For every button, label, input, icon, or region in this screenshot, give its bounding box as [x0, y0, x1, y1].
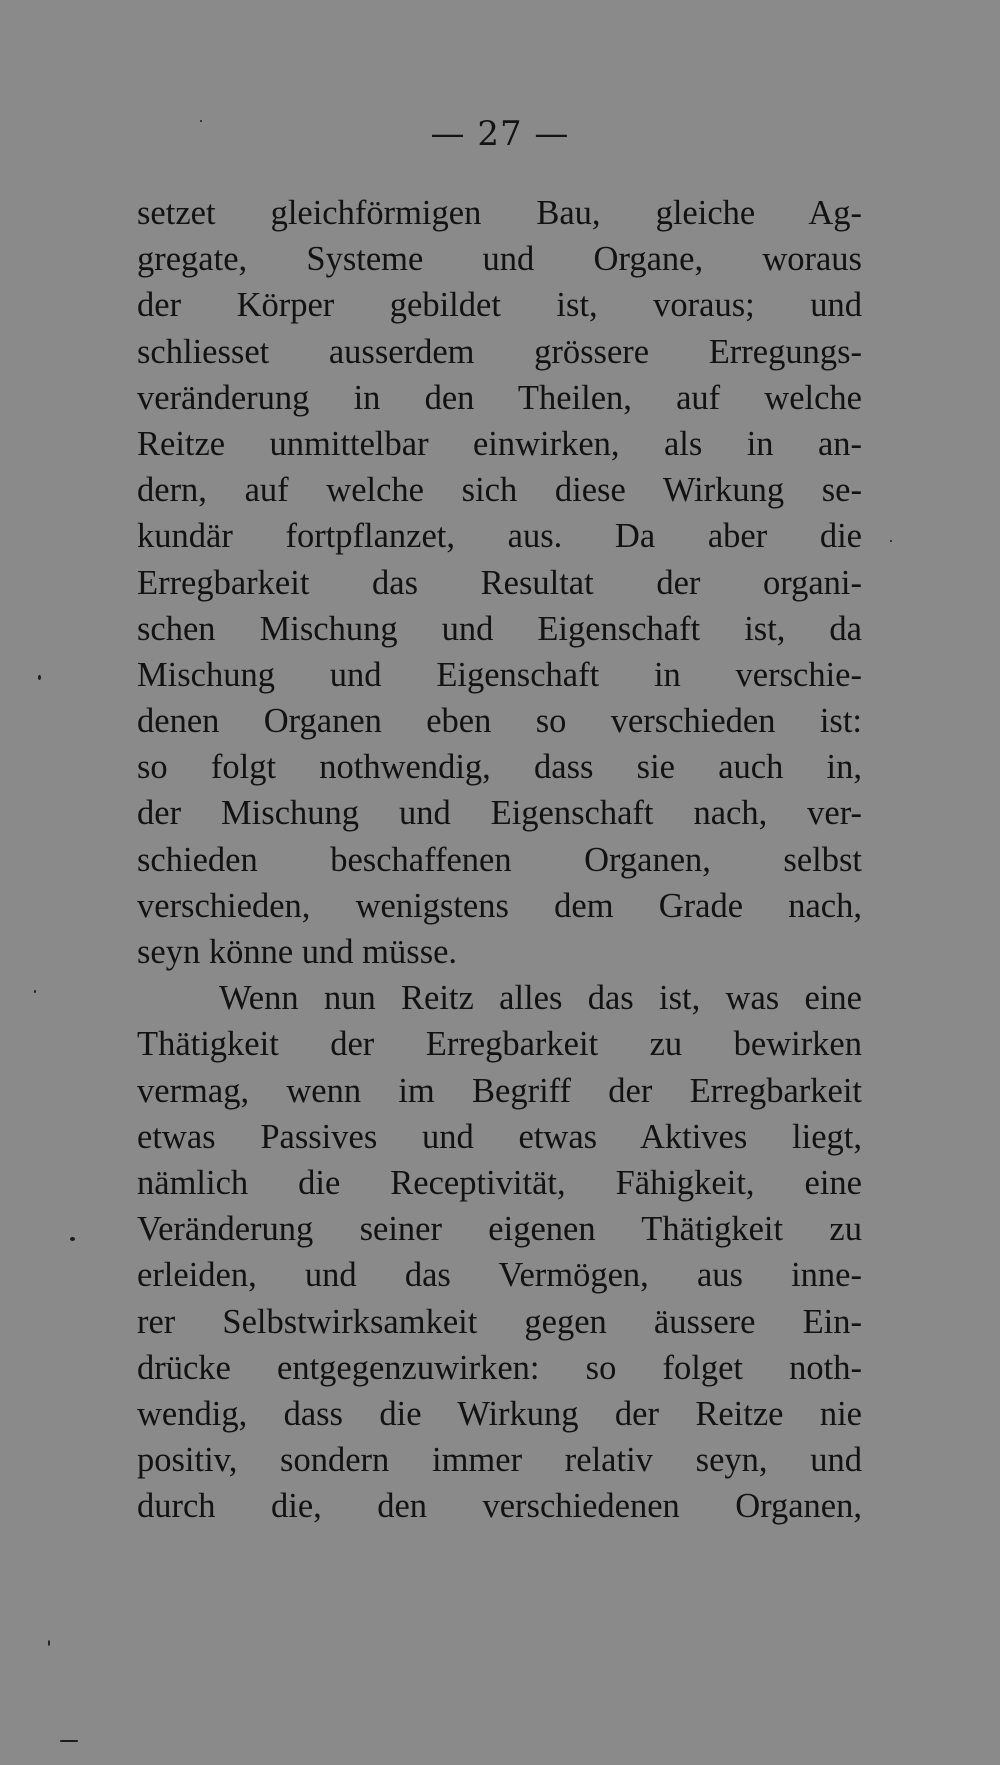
text-line: seyn könne und müsse. — [137, 933, 458, 971]
text-line: Veränderung seiner eigenen Thätigkeit zu — [137, 1210, 862, 1249]
text-line: der Mischung und Eigenschaft nach, ver- — [137, 794, 862, 833]
text-line: Mischung und Eigenschaft in verschie- — [137, 655, 862, 694]
text-line: schen Mischung und Eigenschaft ist, da — [137, 609, 862, 648]
text-line: rer Selbstwirksamkeit gegen äussere Ein- — [137, 1302, 862, 1341]
text-line: schliesset ausserdem grössere Erregungs- — [137, 332, 862, 371]
text-line: drücke entgegenzuwirken: so folget noth- — [137, 1348, 862, 1387]
paragraph — [137, 975, 862, 1529]
scan-speck — [60, 1740, 78, 1742]
text-line: der Körper gebildet ist, voraus; und — [137, 286, 862, 325]
text-line: so folgt nothwendig, dass sie auch in, — [137, 748, 862, 787]
scan-speck — [48, 1640, 50, 1646]
scan-speck — [34, 990, 36, 993]
text-line: kundär fortpflanzet, aus. Da aber die — [137, 517, 862, 556]
body-text — [137, 190, 862, 1529]
text-line: Reitze unmittelbar einwirken, als in an- — [137, 424, 862, 463]
text-line: gregate, Systeme und Organe, woraus — [137, 240, 862, 279]
paragraph — [137, 190, 862, 975]
text-line: verschieden, wenigstens dem Grade nach, — [137, 886, 862, 925]
text-line: dern, auf welche sich diese Wirkung se- — [137, 471, 862, 510]
text-line: denen Organen eben so verschieden ist: — [137, 702, 862, 741]
text-line: erleiden, und das Vermögen, aus inne- — [137, 1256, 862, 1295]
text-line: setzet gleichförmigen Bau, gleiche Ag- — [137, 194, 862, 232]
text-line: Thätigkeit der Erregbarkeit zu bewirken — [137, 1025, 862, 1064]
text-line: wendig, dass die Wirkung der Reitze nie — [137, 1394, 862, 1433]
scan-speck — [38, 675, 41, 680]
text-line: nämlich die Receptivität, Fähigkeit, eine — [137, 1163, 862, 1202]
text-line: schieden beschaffenen Organen, selbst — [137, 840, 862, 879]
text-line: durch die, den verschiedenen Organen, — [137, 1487, 862, 1526]
scan-speck — [70, 1237, 75, 1241]
text-line: vermag, wenn im Begriff der Erregbarkeit — [137, 1071, 862, 1110]
text-line: positiv, sondern immer relativ seyn, und — [137, 1441, 862, 1480]
text-line: Wenn nun Reitz alles das ist, was eine — [219, 979, 862, 1018]
scan-speck — [890, 540, 892, 542]
text-line: etwas Passives und etwas Aktives liegt, — [137, 1117, 862, 1156]
text-line: veränderung in den Theilen, auf welche — [137, 378, 862, 417]
text-line: Erregbarkeit das Resultat der organi- — [137, 563, 862, 602]
scan-speck — [200, 120, 202, 122]
page-number: — 27 — — [430, 114, 570, 154]
